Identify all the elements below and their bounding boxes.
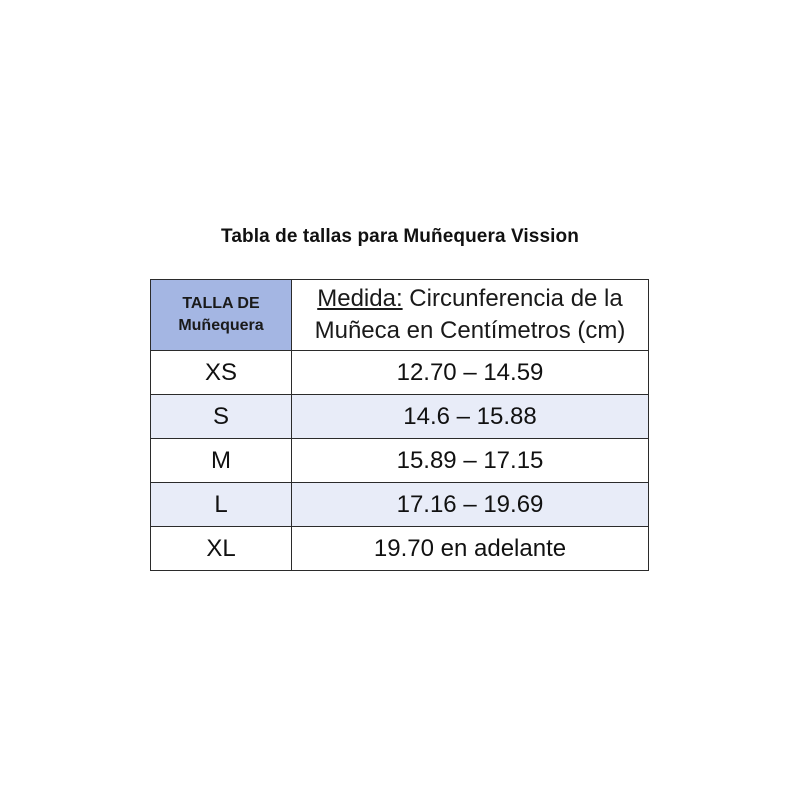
size-column-header [151,280,292,351]
table-row [151,351,649,395]
table-row [151,395,649,439]
size-cell: S [151,395,292,439]
table-header-row [151,280,649,351]
range-cell: 12.70 – 14.59 [292,351,649,395]
range-cell: 15.89 – 17.15 [292,439,649,483]
range-cell: 14.6 – 15.88 [292,395,649,439]
table-row [151,439,649,483]
table-row [151,483,649,527]
table-row [151,527,649,571]
size-cell: XL [151,527,292,571]
measure-column-header-label: Circunferencia de la Muñeca en Centímetros (cm) [314,285,626,344]
size-column-header-label: TALLA DE Muñequera [178,295,264,334]
range-cell: 19.70 en adelante [292,527,649,571]
size-cell: L [151,483,292,527]
range-cell: 17.16 – 19.69 [292,483,649,527]
measure-column-header-text [300,283,640,347]
page-title: Tabla de tallas para Muñequera Vission [221,226,579,247]
size-cell: M [151,439,292,483]
measure-column-header [292,280,649,351]
size-chart-table [150,279,649,571]
measure-prefix-label: Medida: [317,285,403,312]
size-cell: XS [151,351,292,395]
